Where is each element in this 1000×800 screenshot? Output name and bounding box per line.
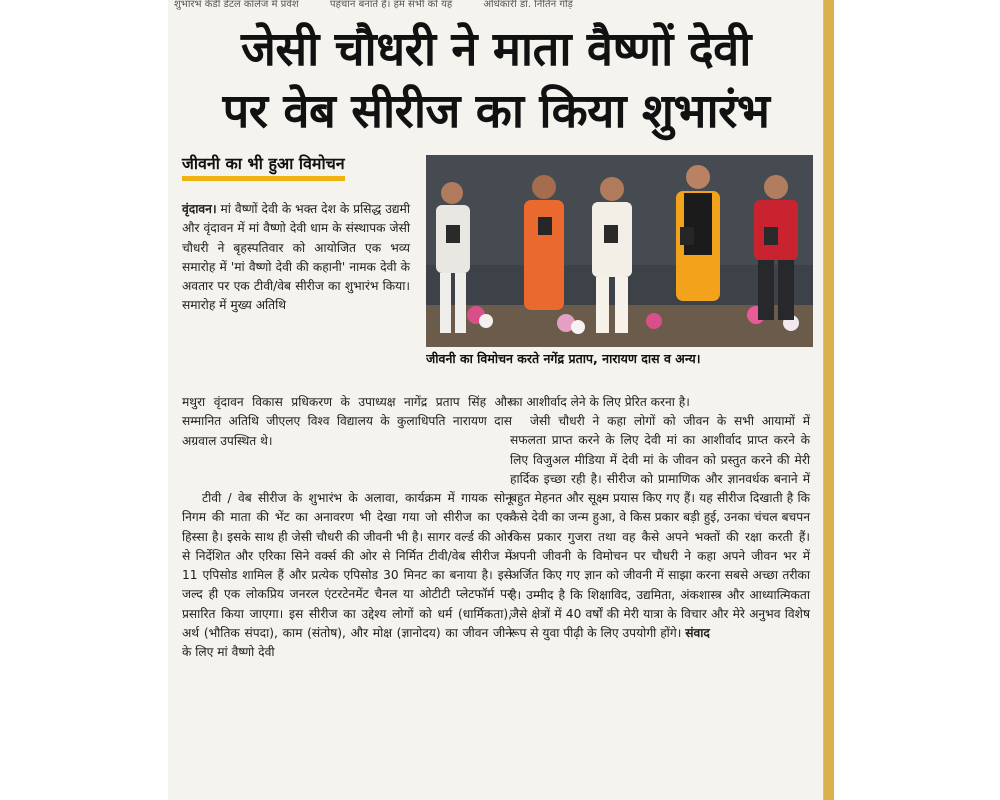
strip-text-1: शुभारंभ केडी डेंटल कॉलेज में प्रवेश (174, 0, 299, 10)
article-paragraph-4: का आशीर्वाद लेने के लिए प्रेरित करना है। (510, 395, 690, 409)
strip-text-3: अधिकारी डॉ. नितिन गौड़ (483, 0, 573, 10)
headline-line-2: पर वेब सीरीज का किया शुभारंभ (222, 84, 770, 139)
adjacent-page-edge (823, 0, 834, 800)
article-paragraph-5 (510, 412, 810, 644)
newspaper-clipping (168, 0, 823, 800)
article-paragraph-3: टीवी / वेब सीरीज के शुभारंभ के अलावा, कार्यक्रम में गायक सोनू निगम की माता की भेंट का अनावरण भी देखा गया जो सीरीज का एक हिस्सा है। इसके साथ ही जेसी चौधरी की जीवनी भी है। सागर वर्ल्ड की ओर से निर्देशित और एरिका सिने वर्क्स की ओर से निर्मित टीवी/वेब सीरीज में 11 एपिसोड शामिल हैं और प्रत्येक एपिसोड 30 मिनट का बनाया है। इसे जल्द ही एक लोकप्रिय जनरल एंटरटेनमेंट चैनल या ओटीटी प्लेटफॉर्म पर प्रसारित किया जाएगा। इस सीरीज का उद्देश्य लोगों को धर्म (धार्मिकता), अर्थ (भौतिक संपदा), काम (संतोष), और मोक्ष (ज्ञानोदय) का जीवन जीने के लिए मां वैष्णो देवी (182, 491, 512, 660)
article-paragraph-1-text: मां वैष्णों देवी के भक्त देश के प्रसिद्ध उद्यमी और वृंदावन में मां वैष्णो देवी धाम के संस्थापक जेसी चौधरी ने बृहस्पतिवार को आयोजित एक भव्य समारोह में 'मां वैष्णो देवी की कहानी' नामक देवी के अवतार पर एक टीवी/वेब सीरीज का शुभारंभ किया। समारोह में मुख्य अतिथि (182, 202, 410, 313)
photo-caption: जीवनी का विमोचन करते नगेंद्र प्रताप, नारायण दास व अन्य। (426, 351, 701, 366)
strip-text-2: पहचान बनाते हैं। हम सभी को यह (329, 0, 453, 10)
previous-article-strip (174, 0, 819, 12)
article-paragraph-5-text: जेसी चौधरी ने कहा लोगों को जीवन के सभी आयामों में सफलता प्राप्त करने के लिए देवी मां का आशीर्वाद प्राप्त करने के लिए विजुअल मीडिया में देवी मां के जीवन को प्रस्तुत करने की मेरी हार्दिक इच्छा रही है। सीरीज को प्रामाणिक और ज्ञानवर्धक बनाने में बहुत मेहनत और सूक्ष्म प्रयास किए गए हैं। यह सीरीज दिखाती है कि कैसे देवी का जन्म हुआ, वे किस प्रकार बड़ी हुई, उनका चंचल बचपन किस प्रकार गुजरा तथा वह कैसे अपने भक्तों की रक्षा करती हैं। अपनी जीवनी के विमोचन पर चौधरी ने कहा अपने जीवन भर में अर्जित किए गए ज्ञान को जीवनी में साझा करना सबसे अच्छा तरीका है। उम्मीद है कि शिक्षाविद, उद्यमिता, अंकशास्त्र और आध्यात्मिकता जैसे क्षेत्रों में 40 वर्षों की मेरी यात्रा के विचार और मेरे अनुभव विशेष रूप से युवा पीढ़ी के लिए उपयोगी होंगे। (510, 414, 810, 641)
dateline: वृंदावन। (182, 202, 217, 216)
event-photo-illustration (426, 155, 813, 347)
news-photo (426, 155, 813, 347)
subheadline: जीवनी का भी हुआ विमोचन (182, 152, 345, 181)
article-paragraph-2: मथुरा वृंदावन विकास प्रधिकरण के उपाध्यक्ष नागेंद्र प्रताप सिंह और सम्मानित अतिथि जीएलए विश्व विद्यालय के कुलाधिपति नारायण दास अग्रवाल उपस्थित थे। (182, 395, 512, 448)
news-credit: संवाद (685, 626, 710, 641)
headline-line-1: जेसी चौधरी ने माता वैष्णों देवी (241, 22, 751, 77)
article-paragraph-1 (182, 200, 410, 316)
